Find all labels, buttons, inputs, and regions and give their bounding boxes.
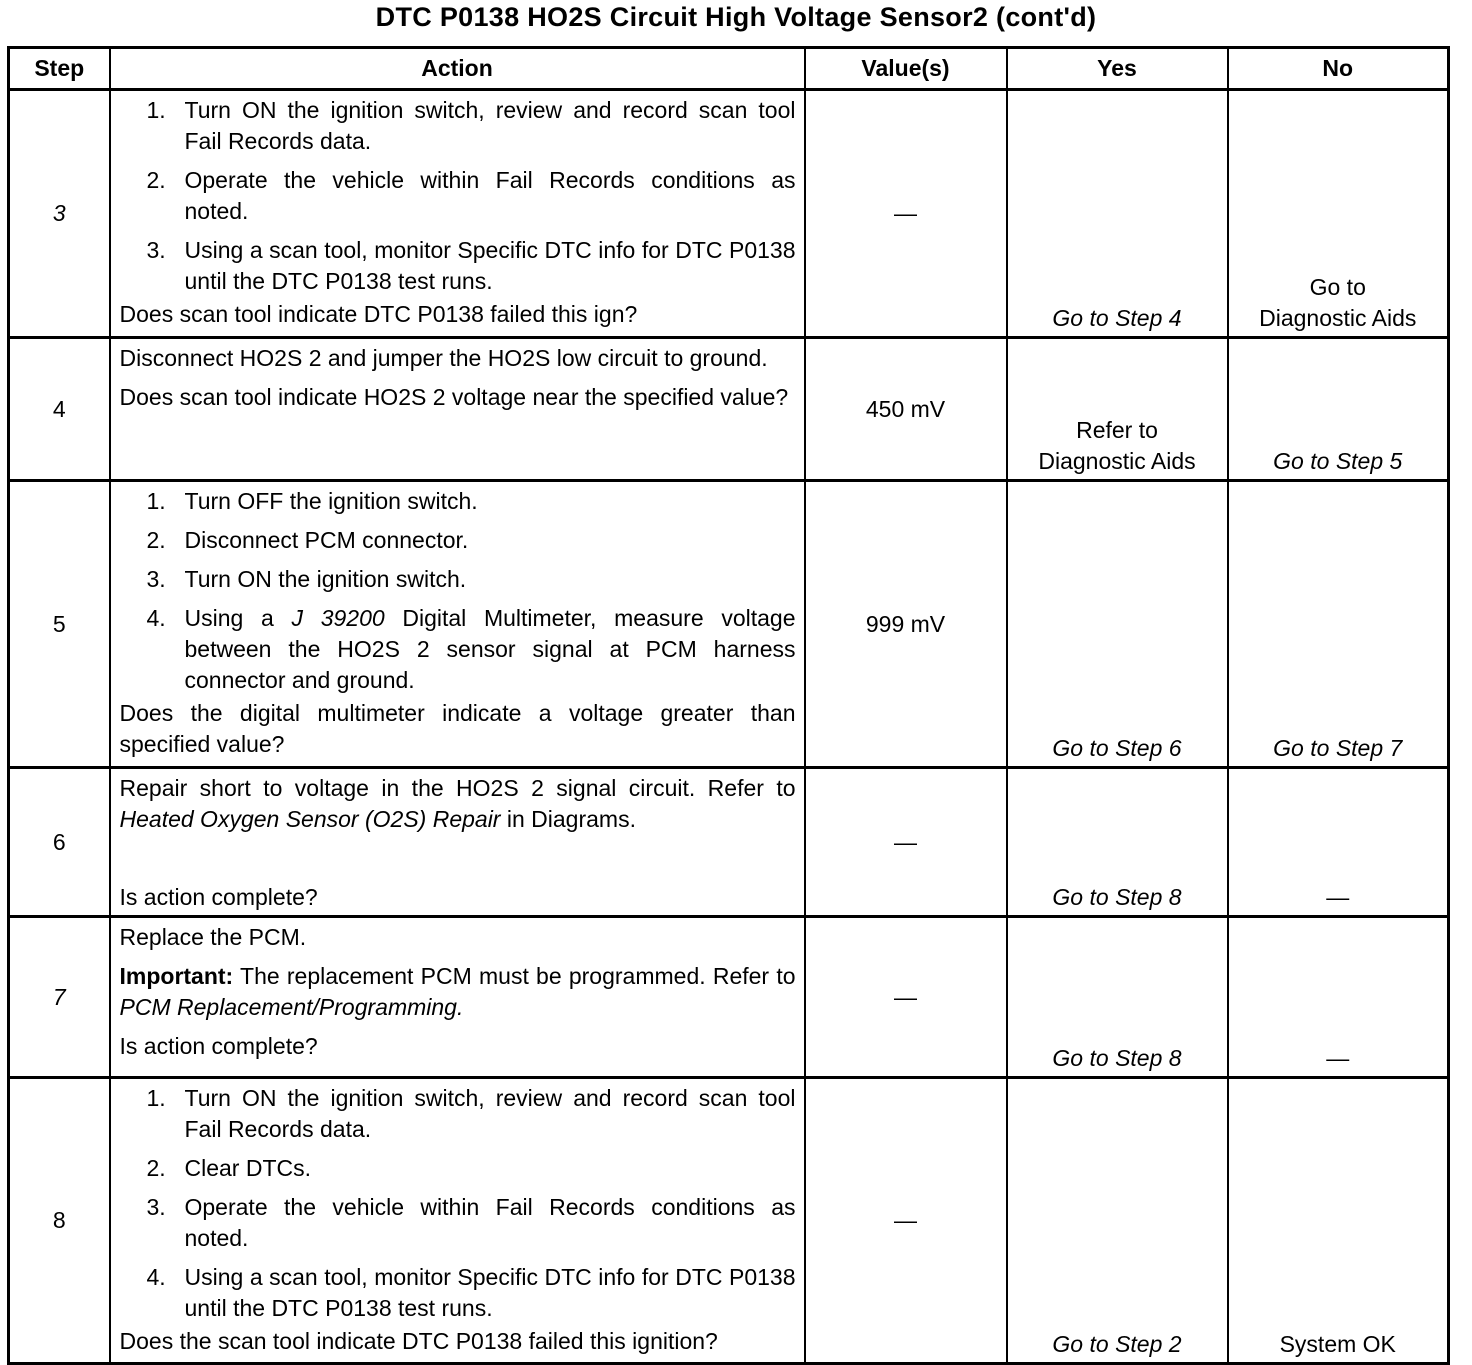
yes-cell: Go to Step 6	[1007, 481, 1228, 768]
action-question: Does scan tool indicate DTC P0138 failed this ign?	[119, 301, 638, 327]
list-item: 4. Using a scan tool, monitor Specific DTC info for DTC P0138 until the DTC P0138 test runs.	[146, 1264, 796, 1321]
action-cell	[110, 338, 805, 481]
no-cell: Go to Diagnostic Aids	[1228, 90, 1449, 338]
yes-cell: Go to Step 2	[1007, 1078, 1228, 1364]
list-item: 4. Using a J 39200 Digital Multimeter, measure voltage between the HO2S 2 sensor signal at PCM harness connector and ground.	[146, 605, 796, 693]
action-cell	[110, 481, 805, 768]
step-number: 4	[9, 338, 110, 481]
page-title: DTC P0138 HO2S Circuit High Voltage Sensor2 (cont'd)	[375, 2, 1097, 32]
action-cell	[110, 90, 805, 338]
important-label: Important:	[119, 963, 234, 989]
action-text: Repair short to voltage in the HO2S 2 signal circuit. Refer to Heated Oxygen Sensor (O2S) Repair in Diagrams.	[119, 775, 796, 832]
list-item: 2. Operate the vehicle within Fail Records conditions as noted.	[146, 167, 796, 224]
step-number: 6	[9, 768, 110, 917]
doc-reference: Heated Oxygen Sensor (O2S) Repair	[119, 806, 501, 832]
header-values: Value(s)	[805, 48, 1007, 90]
value-cell: —	[805, 768, 1007, 917]
table-row-step-3	[9, 90, 1449, 338]
yes-cell: Go to Step 4	[1007, 90, 1228, 338]
table-row-step-4	[9, 338, 1449, 481]
tool-reference: J 39200	[291, 605, 385, 631]
value-cell: 450 mV	[805, 338, 1007, 481]
important-note: Important: The replacement PCM must be programmed. Refer to PCM Replacement/Programming.	[119, 963, 796, 1020]
action-list	[120, 1083, 796, 1324]
step-number: 5	[9, 481, 110, 768]
list-item: 1. Turn ON the ignition switch, review and record scan tool Fail Records data.	[146, 1085, 796, 1142]
no-cell: —	[1228, 917, 1449, 1078]
list-item: 3. Operate the vehicle within Fail Records conditions as noted.	[146, 1194, 796, 1251]
header-no: No	[1228, 48, 1449, 90]
step-number: 7	[9, 917, 110, 1078]
list-item: 3. Using a scan tool, monitor Specific DTC info for DTC P0138 until the DTC P0138 test runs.	[146, 237, 796, 294]
yes-cell: Refer to Diagnostic Aids	[1007, 338, 1228, 481]
value-cell: 999 mV	[805, 481, 1007, 768]
table-row-step-5	[9, 481, 1449, 768]
no-cell: —	[1228, 768, 1449, 917]
list-item: 2. Disconnect PCM connector.	[146, 527, 469, 553]
no-cell: Go to Step 7	[1228, 481, 1449, 768]
step-number: 8	[9, 1078, 110, 1364]
header-action: Action	[110, 48, 805, 90]
doc-reference: PCM Replacement/Programming.	[119, 994, 464, 1020]
list-item: 2. Clear DTCs.	[146, 1155, 312, 1181]
action-question: Does scan tool indicate HO2S 2 voltage near the specified value?	[119, 384, 789, 410]
diagnostic-table	[7, 46, 1450, 1365]
action-question: Does the digital multimeter indicate a voltage greater than specified value?	[119, 700, 796, 757]
list-item: 1. Turn OFF the ignition switch.	[146, 488, 478, 514]
action-cell	[110, 1078, 805, 1364]
value-cell: —	[805, 1078, 1007, 1364]
step-number: 3	[9, 90, 110, 338]
table-row-step-7	[9, 917, 1449, 1078]
list-item: 3. Turn ON the ignition switch.	[146, 566, 467, 592]
action-text: Disconnect HO2S 2 and jumper the HO2S low circuit to ground.	[119, 345, 768, 371]
action-question: Is action complete?	[119, 1033, 318, 1059]
action-list	[120, 486, 796, 696]
action-list	[120, 95, 796, 297]
list-item: 1. Turn ON the ignition switch, review and record scan tool Fail Records data.	[146, 97, 796, 154]
no-cell: Go to Step 5	[1228, 338, 1449, 481]
table-header-row	[9, 48, 1449, 90]
yes-cell: Go to Step 8	[1007, 768, 1228, 917]
header-step: Step	[9, 48, 110, 90]
action-cell	[110, 768, 805, 917]
table-row-step-8	[9, 1078, 1449, 1364]
action-question: Is action complete?	[119, 884, 318, 910]
action-question: Does the scan tool indicate DTC P0138 failed this ignition?	[119, 1328, 718, 1354]
action-cell	[110, 917, 805, 1078]
value-cell: —	[805, 90, 1007, 338]
header-yes: Yes	[1007, 48, 1228, 90]
value-cell: —	[805, 917, 1007, 1078]
yes-cell: Go to Step 8	[1007, 917, 1228, 1078]
table-row-step-6	[9, 768, 1449, 917]
action-text: Replace the PCM.	[119, 924, 307, 950]
no-cell: System OK	[1228, 1078, 1449, 1364]
